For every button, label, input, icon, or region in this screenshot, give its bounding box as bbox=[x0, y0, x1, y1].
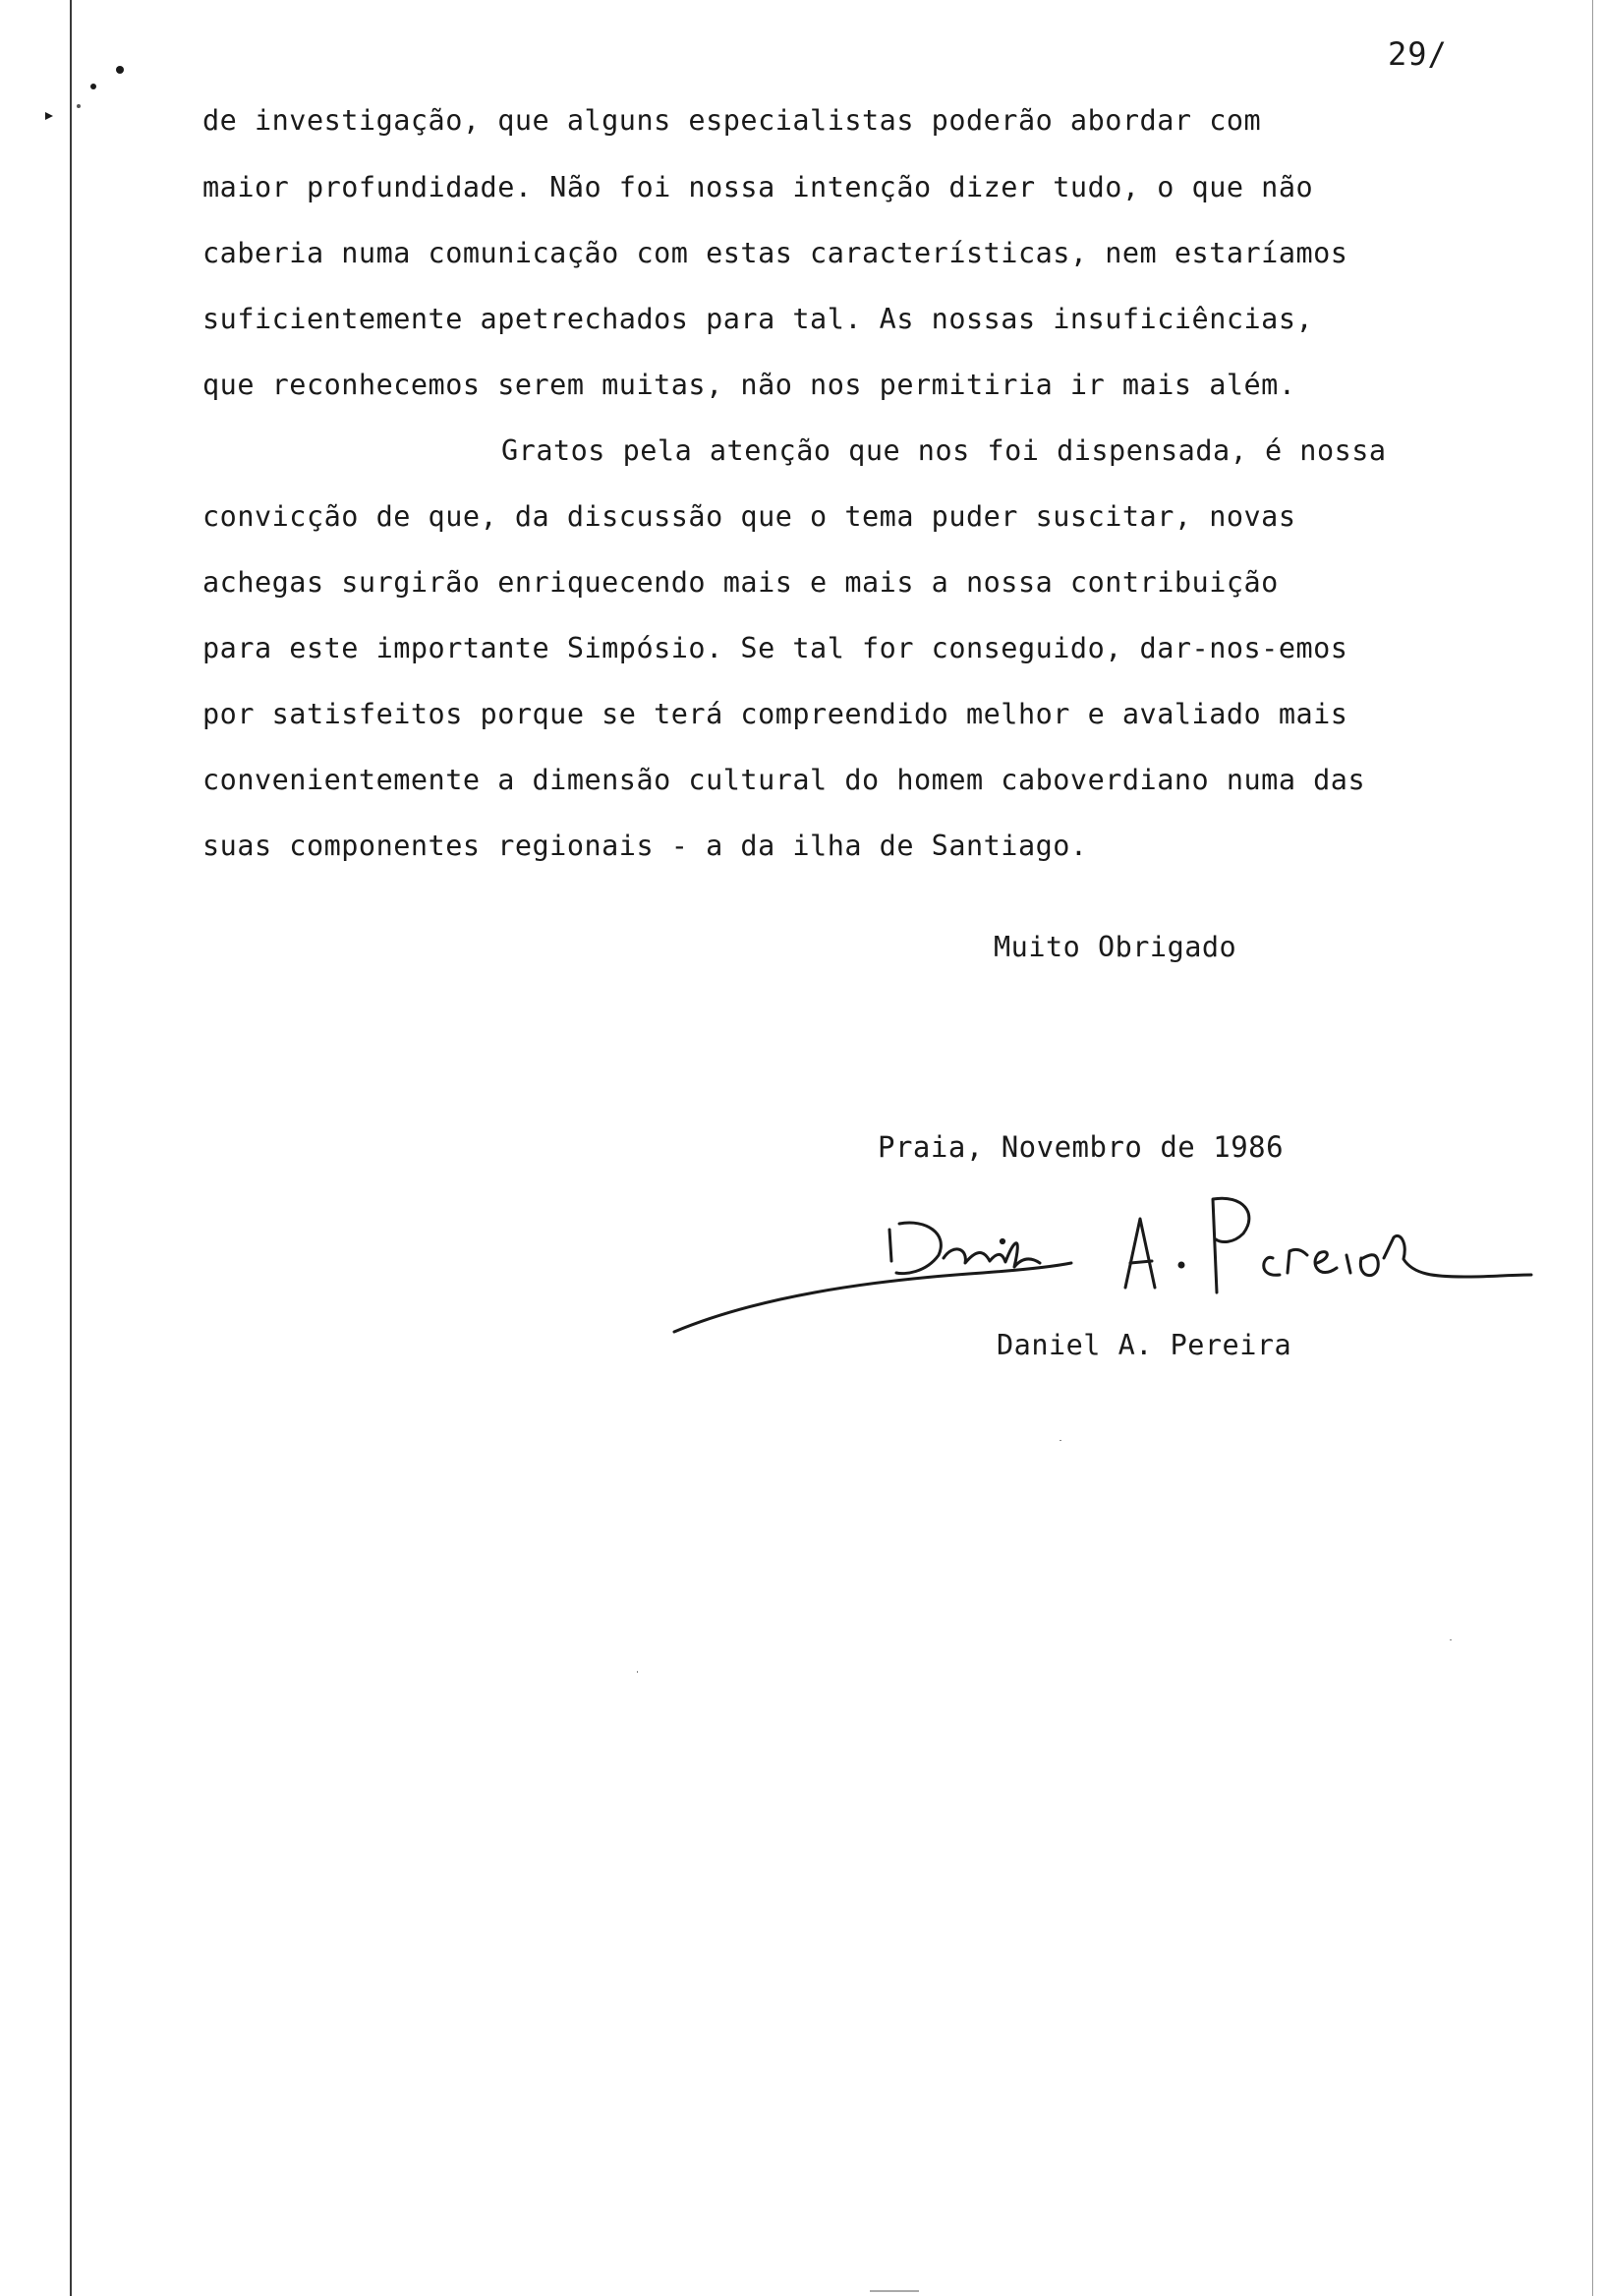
body-line: que reconhecemos serem muitas, não nos permitiria ir mais além. bbox=[202, 369, 1296, 401]
body-line: para este importante Simpósio. Se tal for conseguido, dar-nos-emos bbox=[202, 632, 1348, 664]
closing-text: Muito Obrigado bbox=[994, 931, 1237, 963]
scan-bottom-mark bbox=[870, 2290, 919, 2292]
body-line: convicção de que, da discussão que o tema puder suscitar, novas bbox=[202, 500, 1296, 533]
body-line: caberia numa comunicação com estas características, nem estaríamos bbox=[202, 237, 1348, 269]
body-line: suficientemente apetrechados para tal. As nossas insuficiências, bbox=[202, 303, 1314, 335]
scan-speck bbox=[1450, 1639, 1452, 1640]
signer-name: Daniel A. Pereira bbox=[997, 1329, 1292, 1361]
scan-speck bbox=[1060, 1440, 1061, 1441]
page-number: 29/ bbox=[1388, 35, 1448, 73]
body-line: de investigação, que alguns especialistas poderão abordar com bbox=[202, 104, 1262, 137]
body-line: suas componentes regionais - a da ilha de Santiago. bbox=[202, 830, 1088, 862]
handwritten-signature bbox=[668, 1165, 1533, 1342]
body-line: por satisfeitos porque se terá compreendido melhor e avaliado mais bbox=[202, 698, 1348, 730]
scan-left-edge bbox=[70, 0, 72, 2296]
body-line: achegas surgirão enriquecendo mais e mais a nossa contribuição bbox=[202, 566, 1279, 599]
body-line: convenientemente a dimensão cultural do homem caboverdiano numa das bbox=[202, 764, 1366, 796]
punch-hole-marks bbox=[39, 59, 138, 138]
body-line: maior profundidade. Não foi nossa intenção dizer tudo, o que não bbox=[202, 171, 1314, 203]
body-line-indented: Gratos pela atenção que nos foi dispensada, é nossa bbox=[501, 434, 1387, 467]
scan-right-edge bbox=[1592, 0, 1593, 2296]
scan-speck bbox=[637, 1671, 638, 1673]
place-date: Praia, Novembro de 1986 bbox=[878, 1130, 1285, 1164]
